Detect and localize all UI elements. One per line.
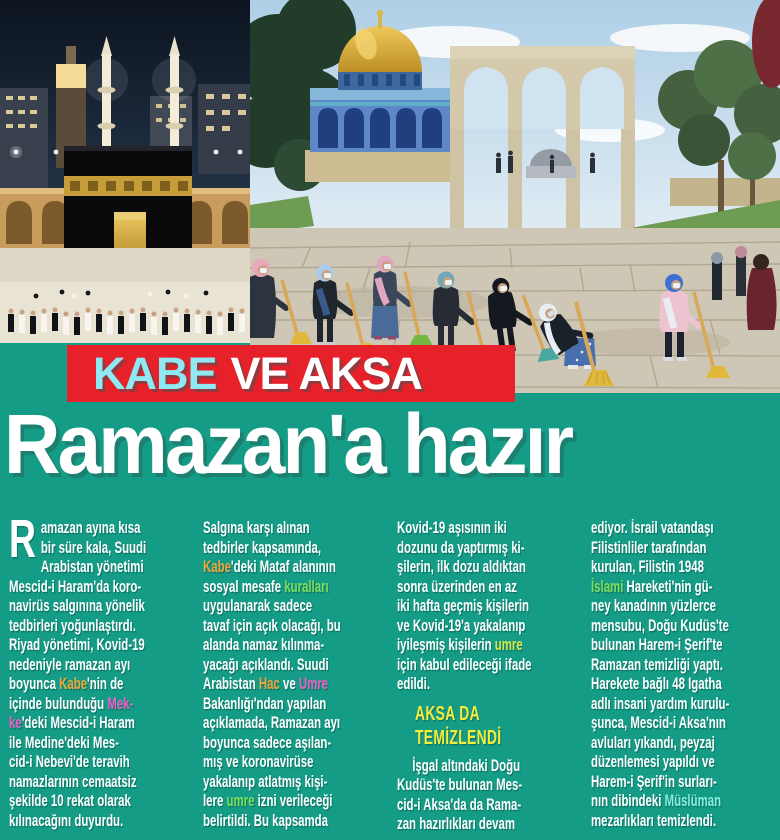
body-line: tedbirleri yoğunlaştırdı.	[9, 616, 136, 635]
body-line: Bakanlığı'ndan yapılan	[203, 694, 327, 713]
highlighted-word: Mek-	[107, 694, 134, 713]
body-line: cid-i Aksa'da da Rama-	[397, 795, 522, 814]
highlighted-word: Hac	[258, 675, 280, 693]
highlighted-word: Kabe	[59, 675, 88, 693]
highlighted-word: Kabe	[203, 558, 231, 576]
body-line: ke'deki Mescid-i Haram	[9, 714, 135, 732]
body-line: kılınacağını duyurdu.	[9, 811, 124, 830]
body-line	[397, 750, 574, 757]
body-line: amazan ayına kısa	[40, 519, 141, 537]
sub-headline: AKSA DA	[414, 702, 480, 725]
article-column-4	[591, 519, 768, 835]
body-line: uygulanarak sadece	[203, 597, 313, 615]
main-headline: Ramazan'a hazır	[4, 397, 572, 491]
highlighted-word: İslami	[591, 577, 624, 596]
highlighted-word: umre	[226, 792, 255, 810]
kaaba-photo-svg	[0, 0, 252, 343]
body-line: navirüs salgınına yönelik	[9, 597, 145, 615]
body-line: ediyor. İsrail vatandaşı	[591, 519, 714, 537]
article-columns	[9, 509, 768, 835]
body-line: sosyal mesafe kuralları	[203, 577, 329, 596]
body-line: şekilde 10 rekat olarak	[9, 792, 131, 810]
tawaf-floor	[0, 248, 252, 343]
article-column-3	[397, 519, 574, 835]
body-line: Ramazan temizliği yaptı.	[591, 655, 723, 674]
body-line: Kovid-19 aşısının iki	[397, 519, 507, 537]
body-line: lere umre izni verileceği	[203, 792, 333, 810]
highlighted-word: kuralları	[284, 577, 329, 596]
body-line: Riyad yönetimi, Kovid-19	[9, 636, 145, 654]
body-line: Arabistan yönetimi	[40, 558, 144, 576]
body-line: düzenlemesi yapıldı ve	[591, 753, 715, 771]
body-line: açıklamada, Ramazan ayı	[203, 714, 341, 732]
body-line: nın dibindeki Müslüman	[591, 792, 722, 810]
body-line: iki hafta geçmiş kişilerin	[397, 597, 529, 615]
kaaba-mecca-night-photo	[0, 0, 252, 343]
highlighted-word: Müslüman	[664, 792, 722, 810]
body-line: avluları yıkandı, peyzaj	[591, 733, 715, 752]
highlighted-word: ke	[9, 714, 22, 732]
body-line: Arabistan Hac ve Umre	[203, 675, 329, 693]
body-line: boyunca Kabe'nin de	[9, 675, 124, 693]
body-line: ve Kovid-19'a yakalanıp	[397, 616, 526, 635]
body-line: mış ve koronavirüse	[203, 753, 314, 771]
body-line: Mescid-i Haram'da koro-	[9, 577, 142, 596]
body-line: şilerin, ilk dozu aldıktan	[397, 558, 526, 576]
article-column-2	[203, 519, 380, 835]
body-line: namazlarının cemaatsiz	[9, 772, 137, 791]
highlighted-word: Umre	[298, 675, 329, 693]
body-line: Harekete bağlı 48 Igatha	[591, 675, 722, 693]
aqsa-dome-cleaning-photo	[250, 0, 780, 393]
body-line: sonra üzerinden en az	[397, 577, 517, 596]
body-line: mensubu, Doğu Kudüs'te	[591, 616, 729, 635]
body-line: belirtildi. Bu kapsamda	[203, 811, 329, 830]
body-line: edildi.	[397, 675, 430, 693]
body-line: İslami Hareketi'nin gü-	[591, 577, 713, 596]
body-line: boyunca sadece aşılan-	[203, 733, 332, 752]
body-line: bir süre kala, Suudi	[40, 538, 147, 557]
body-line: içinde bulunduğu Mek-	[9, 694, 134, 713]
drop-cap: R	[9, 509, 36, 569]
highlighted-word: umre	[494, 636, 523, 654]
body-line: Kabe'deki Mataf alanının	[203, 558, 336, 576]
aqsa-photo-svg	[250, 0, 780, 393]
body-line: için kabul edileceği ifade	[397, 655, 532, 674]
body-line: ile Medine'deki Mes-	[9, 733, 119, 752]
body-line: alanda namaz kılınma-	[203, 636, 325, 654]
body-line: İşgal altındaki Doğu	[412, 756, 521, 775]
body-line: tavaf için açık olacağı, bu	[203, 616, 341, 635]
body-line: Salgına karşı alınan	[203, 519, 310, 537]
kicker-kabe-label: KABE	[93, 347, 217, 399]
body-line: zan hazırlıkları devam	[397, 815, 516, 833]
kicker-ve-aksa-label: VE AKSA	[230, 347, 422, 399]
body-line: cid-i Nebevi'de teravih	[9, 753, 130, 771]
body-line: nedeniyle ramazan ayı	[9, 655, 131, 674]
body-line	[397, 695, 574, 702]
body-line: dozunu da yaptırmış ki-	[397, 538, 525, 557]
body-line: yakalanıp atlatmış kişi-	[203, 772, 328, 791]
sub-headline: TEMİZLENDİ	[414, 726, 502, 749]
body-line: bulunan Harem-i Şerif'te	[591, 636, 723, 654]
body-line: iyileşmiş kişilerin umre	[397, 636, 523, 654]
body-line: ney kanadının yüzlerce	[591, 597, 717, 615]
body-line: Kudüs'te bulunan Mes-	[397, 776, 523, 794]
body-line: tedbirler kapsamında,	[203, 538, 322, 557]
body-line: Filistinliler tarafından	[591, 538, 707, 557]
body-line: Harem-i Şerif'in surları-	[591, 772, 717, 791]
body-line: şunca, Mescid-i Aksa'nın	[591, 714, 726, 732]
article-column-1	[9, 509, 186, 835]
stone-wall	[670, 178, 780, 206]
body-line: mezarlıkları temizlendi.	[591, 811, 717, 830]
body-line: adlı insani yardım kurulu-	[591, 694, 730, 713]
body-line: yacağı açıklandı. Suudi	[203, 655, 329, 674]
body-line: kurulan, Filistin 1948	[591, 558, 704, 576]
